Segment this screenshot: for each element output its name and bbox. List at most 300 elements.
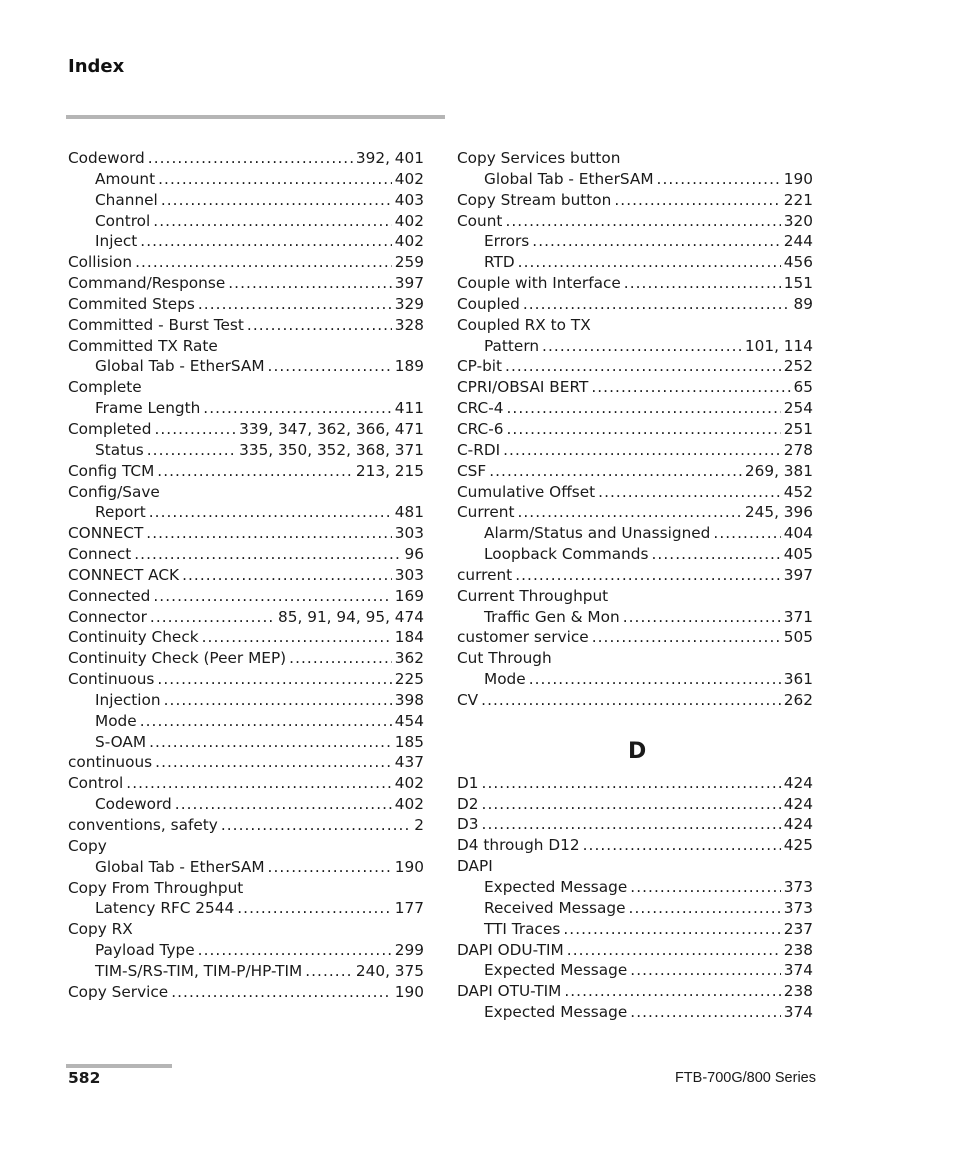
page-references: 424 [783,815,813,834]
index-term: continuous [68,753,153,772]
dot-leader [135,252,392,273]
index-term: Inject [95,232,138,251]
dot-leader [630,960,781,981]
page-references: 252 [783,357,813,376]
index-subentry [457,523,813,544]
index-term: Copy Stream button [457,190,612,209]
index-subentry [457,231,813,252]
page-references: 452 [783,482,813,501]
dot-leader [583,835,781,856]
page-references: 329 [394,294,424,313]
dot-leader [182,565,392,586]
index-entry [457,856,813,877]
dot-leader [140,711,392,732]
index-entry [457,356,813,377]
index-entry [457,398,813,419]
index-term: CV [457,690,479,709]
index-term: customer service [457,628,589,647]
page-references: 320 [783,211,813,230]
index-entry [68,752,424,773]
page-references: 185 [394,732,424,751]
page-references: 278 [783,440,813,459]
index-term: Current [457,503,515,522]
index-entry [68,294,424,315]
page-references: 299 [394,941,424,960]
index-term: Global Tab - EtherSAM [484,169,654,188]
page-references: 335, 350, 352, 368, 371 [239,440,424,459]
index-entry [457,690,813,711]
page-references: 362 [394,649,424,668]
index-subentry [68,857,424,878]
index-term: Copy Service [68,982,169,1001]
dot-leader [149,732,392,753]
dot-leader [506,398,780,419]
index-term: CP-bit [457,357,503,376]
dot-leader [529,669,781,690]
index-term: Connect [68,545,132,564]
index-subentry [68,898,424,919]
index-term: Couple with Interface [457,274,621,293]
dot-leader [198,940,392,961]
index-entry [457,440,813,461]
index-subentry [68,169,424,190]
page-references: 2 [414,816,424,834]
index-entry [68,461,424,482]
index-term: Continuity Check (Peer MEP) [68,649,287,668]
dot-leader [268,857,392,878]
index-entry [457,419,813,440]
index-subentry [68,190,424,211]
index-entry [68,607,424,628]
index-subentry [457,877,813,898]
dot-leader [563,919,780,940]
index-term: Copy RX [68,920,133,939]
dot-leader [150,607,275,628]
dot-leader [198,294,392,315]
page-references: 397 [783,565,813,584]
index-entry [68,523,424,544]
page-references: 371 [783,607,813,626]
index-term: Received Message [484,898,626,917]
dot-leader [505,356,781,377]
dot-leader [657,169,781,190]
index-entry [68,336,424,357]
dot-leader [158,169,392,190]
dot-leader [157,461,353,482]
page-references: 245, 396 [744,503,813,522]
page-references: 240, 375 [355,961,424,980]
index-term: Mode [484,670,526,689]
index-term: TTI Traces [484,919,561,938]
index-entry [457,211,813,232]
index-term: Expected Message [484,878,628,896]
index-entry [457,835,813,856]
index-term: Copy From Throughput [68,878,244,897]
page-references: 238 [783,940,813,959]
dot-leader [228,273,392,294]
index-term: Control [68,774,124,793]
dot-leader [591,377,790,398]
index-entry [457,482,813,503]
index-term: Report [95,503,146,522]
index-entry [68,982,424,1003]
page-references: 437 [394,753,424,772]
index-term: RTD [484,253,515,272]
index-term: Collision [68,253,133,272]
index-subentry [457,669,813,690]
index-subentry [68,690,424,711]
page-references: 262 [783,690,813,709]
index-term: Config TCM [68,461,155,480]
dot-leader [140,231,392,252]
page-references: 259 [394,253,424,272]
dot-leader [202,627,392,648]
index-subentry [68,794,424,815]
page-references: 403 [394,190,424,209]
dot-leader [154,419,236,440]
page-references: 402 [394,232,424,251]
page-references: 169 [394,586,424,605]
index-entry [457,294,813,315]
index-entry [68,836,424,857]
index-subentry [68,711,424,732]
dot-leader [503,440,781,461]
index-entry [457,586,813,607]
index-term: current [457,565,513,584]
index-entry [457,315,813,336]
index-term: Connected [68,586,151,605]
header-divider [66,115,445,119]
index-term: Alarm/Status and Unassigned [484,524,711,543]
page-references: 96 [404,545,424,564]
index-entry [68,315,424,336]
page-title: Index [68,56,125,77]
dot-leader [161,190,392,211]
page-references: 373 [783,878,813,896]
index-term: conventions, safety [68,816,218,834]
page-references: 374 [783,1003,813,1022]
index-term: S-OAM [95,732,147,751]
index-entry [68,565,424,586]
page-references: 251 [783,419,813,438]
index-term: Global Tab - EtherSAM [95,357,265,376]
page-references: 238 [783,982,813,1001]
index-entry [457,377,813,398]
index-term: DAPI ODU-TIM [457,940,564,959]
index-term: Expected Message [484,1003,628,1022]
index-entry [68,148,424,169]
dot-leader [221,815,411,836]
dot-leader [268,356,392,377]
index-term: Continuous [68,670,155,689]
page-references: 505 [783,628,813,647]
page-references: 177 [394,899,424,918]
index-entry [68,273,424,294]
dot-leader [517,502,741,523]
index-subentry [68,940,424,961]
dot-leader [713,523,780,544]
index-subentry [457,898,813,919]
index-entry [68,544,424,565]
index-term: Traffic Gen & Mon [484,607,620,626]
product-series: FTB-700G/800 Series [674,1070,816,1086]
index-subentry [457,960,813,981]
dot-leader [567,940,781,961]
index-entry [68,627,424,648]
index-entry [457,502,813,523]
index-subentry [68,211,424,232]
index-entry [457,814,813,835]
index-section-c-continued [457,148,813,711]
index-term: Command/Response [68,274,226,293]
index-column-right [457,148,813,1023]
dot-leader [489,461,742,482]
dot-leader [523,294,791,315]
index-entry [68,773,424,794]
index-column-left [68,148,424,1003]
page-references: 65 [793,378,813,397]
index-term: Control [95,211,151,230]
dot-leader [164,690,392,711]
index-entry [68,878,424,899]
index-term: Mode [95,711,137,730]
dot-leader [532,231,781,252]
dot-leader [305,961,353,982]
index-term: CONNECT [68,524,144,543]
index-entry [457,190,813,211]
index-term: Committed TX Rate [68,336,218,355]
dot-leader [505,211,780,232]
index-entry [457,981,813,1002]
index-section-d [457,773,813,1023]
page-references: 402 [394,795,424,814]
dot-leader [155,752,392,773]
index-term: CRC-6 [457,419,504,438]
page-references: 373 [783,898,813,917]
page-references: 190 [783,169,813,188]
index-entry [68,648,424,669]
page-references: 225 [394,670,424,689]
dot-leader [171,982,392,1003]
dot-leader [624,273,781,294]
index-term: Cumulative Offset [457,482,596,501]
index-subentry [68,440,424,461]
page-references: 237 [783,919,813,938]
dot-leader [157,669,391,690]
page-references: 85, 91, 94, 95, 474 [278,607,424,626]
index-subentry [68,356,424,377]
index-term: Pattern [484,336,540,355]
index-term: Config/Save [68,482,160,501]
page-references: 244 [783,232,813,251]
index-entry [457,148,813,169]
page-references: 221 [783,190,813,209]
page-references: 402 [394,169,424,188]
index-term: Channel [95,190,158,209]
index-entry [68,919,424,940]
dot-leader [153,211,392,232]
dot-leader [175,794,392,815]
index-term: Codeword [95,795,172,814]
page-references: 189 [394,357,424,376]
index-term: DAPI OTU-TIM [457,982,562,1001]
page-references: 101, 114 [744,336,813,355]
dot-leader [515,565,781,586]
page-references: 398 [394,690,424,709]
index-entry [68,252,424,273]
dot-leader [149,502,392,523]
index-entry [68,815,424,836]
index-entry [68,377,424,398]
index-term: Latency RFC 2544 [95,899,235,918]
dot-leader [652,544,781,565]
dot-leader [148,148,353,169]
index-term: Frame Length [95,399,201,418]
index-entry [68,586,424,607]
index-term: Connector [68,607,147,626]
dot-leader [153,586,391,607]
dot-leader [147,440,236,461]
page-references: 89 [793,294,813,313]
page-references: 397 [394,274,424,293]
page-references: 456 [783,253,813,272]
page-references: 151 [783,274,813,293]
index-entry [68,419,424,440]
page-references: 424 [783,794,813,813]
page-references: 361 [783,670,813,689]
index-subentry [68,502,424,523]
dot-leader [506,419,780,440]
index-term: CRC-4 [457,399,504,418]
page-references: 269, 381 [744,461,813,480]
index-term: D1 [457,773,479,792]
index-term: D3 [457,815,479,834]
dot-leader [598,482,781,503]
page-references: 392, 401 [355,149,424,167]
footer-divider [66,1064,172,1068]
dot-leader [630,1002,781,1023]
page-references: 213, 215 [355,461,424,480]
index-term: Current Throughput [457,586,609,605]
page-references: 303 [394,524,424,543]
page-references: 424 [783,773,813,792]
dot-leader [518,252,781,273]
page-references: 190 [394,982,424,1001]
page-references: 339, 347, 362, 366, 471 [239,419,424,438]
index-term: Expected Message [484,961,628,980]
index-subentry [457,919,813,940]
dot-leader [134,544,401,565]
index-term: Completed [68,419,152,438]
index-term: Copy Services button [457,149,621,167]
index-term: CSF [457,461,487,480]
dot-leader [289,648,392,669]
index-term: Continuity Check [68,628,199,647]
dot-leader [592,627,781,648]
index-term: Global Tab - EtherSAM [95,857,265,876]
page-references: 404 [783,524,813,543]
page-references: 374 [783,961,813,980]
index-term: Complete [68,378,142,397]
dot-leader [630,877,781,898]
index-entry [68,669,424,690]
index-subentry [457,1002,813,1023]
page-references: 254 [783,399,813,418]
index-subentry [457,336,813,357]
page-references: 184 [394,628,424,647]
dot-leader [481,690,781,711]
index-term: Codeword [68,149,145,167]
index-term: Coupled RX to TX [457,315,591,334]
index-term: C-RDI [457,440,501,459]
index-term: Coupled [457,294,520,313]
dot-leader [482,794,781,815]
index-term: Status [95,440,144,459]
index-entry [457,794,813,815]
dot-leader [146,523,392,544]
dot-leader [564,981,780,1002]
index-entry [457,565,813,586]
page-references: 481 [394,503,424,522]
index-term: Errors [484,232,530,251]
dot-leader [614,190,780,211]
page-references: 402 [394,774,424,793]
index-term: D4 through D12 [457,836,580,855]
index-entry [68,482,424,503]
index-subentry [457,607,813,628]
index-term: CONNECT ACK [68,565,180,584]
index-term: Copy [68,836,107,855]
dot-leader [482,773,781,794]
index-entry [457,627,813,648]
page-number: 582 [68,1069,101,1087]
dot-leader [247,315,392,336]
page-references: 454 [394,711,424,730]
page-references: 405 [783,545,813,564]
dot-leader [623,607,781,628]
index-subentry [68,961,424,982]
index-term: Amount [95,169,156,188]
dot-leader [126,773,392,794]
index-subentry [457,544,813,565]
index-term: Commited Steps [68,294,195,313]
index-term: Cut Through [457,649,552,668]
dot-leader [203,398,392,419]
section-letter-heading: D [628,738,647,764]
index-term: Injection [95,690,161,709]
page-references: 411 [394,399,424,418]
dot-leader [542,336,742,357]
dot-leader [237,898,392,919]
index-term: Committed - Burst Test [68,315,244,334]
index-entry [457,273,813,294]
index-term: TIM-S/RS-TIM, TIM-P/HP-TIM [95,961,303,980]
index-term: CPRI/OBSAI BERT [457,378,589,397]
index-term: D2 [457,794,479,813]
dot-leader [629,898,781,919]
index-term: Loopback Commands [484,545,649,564]
index-subentry [68,398,424,419]
index-term: DAPI [457,857,493,876]
page-references: 303 [394,565,424,584]
index-subentry [457,169,813,190]
index-entry [457,648,813,669]
index-entry [457,461,813,482]
index-subentry [457,252,813,273]
index-entry [457,940,813,961]
index-term: Payload Type [95,941,195,960]
index-term: Count [457,211,503,230]
